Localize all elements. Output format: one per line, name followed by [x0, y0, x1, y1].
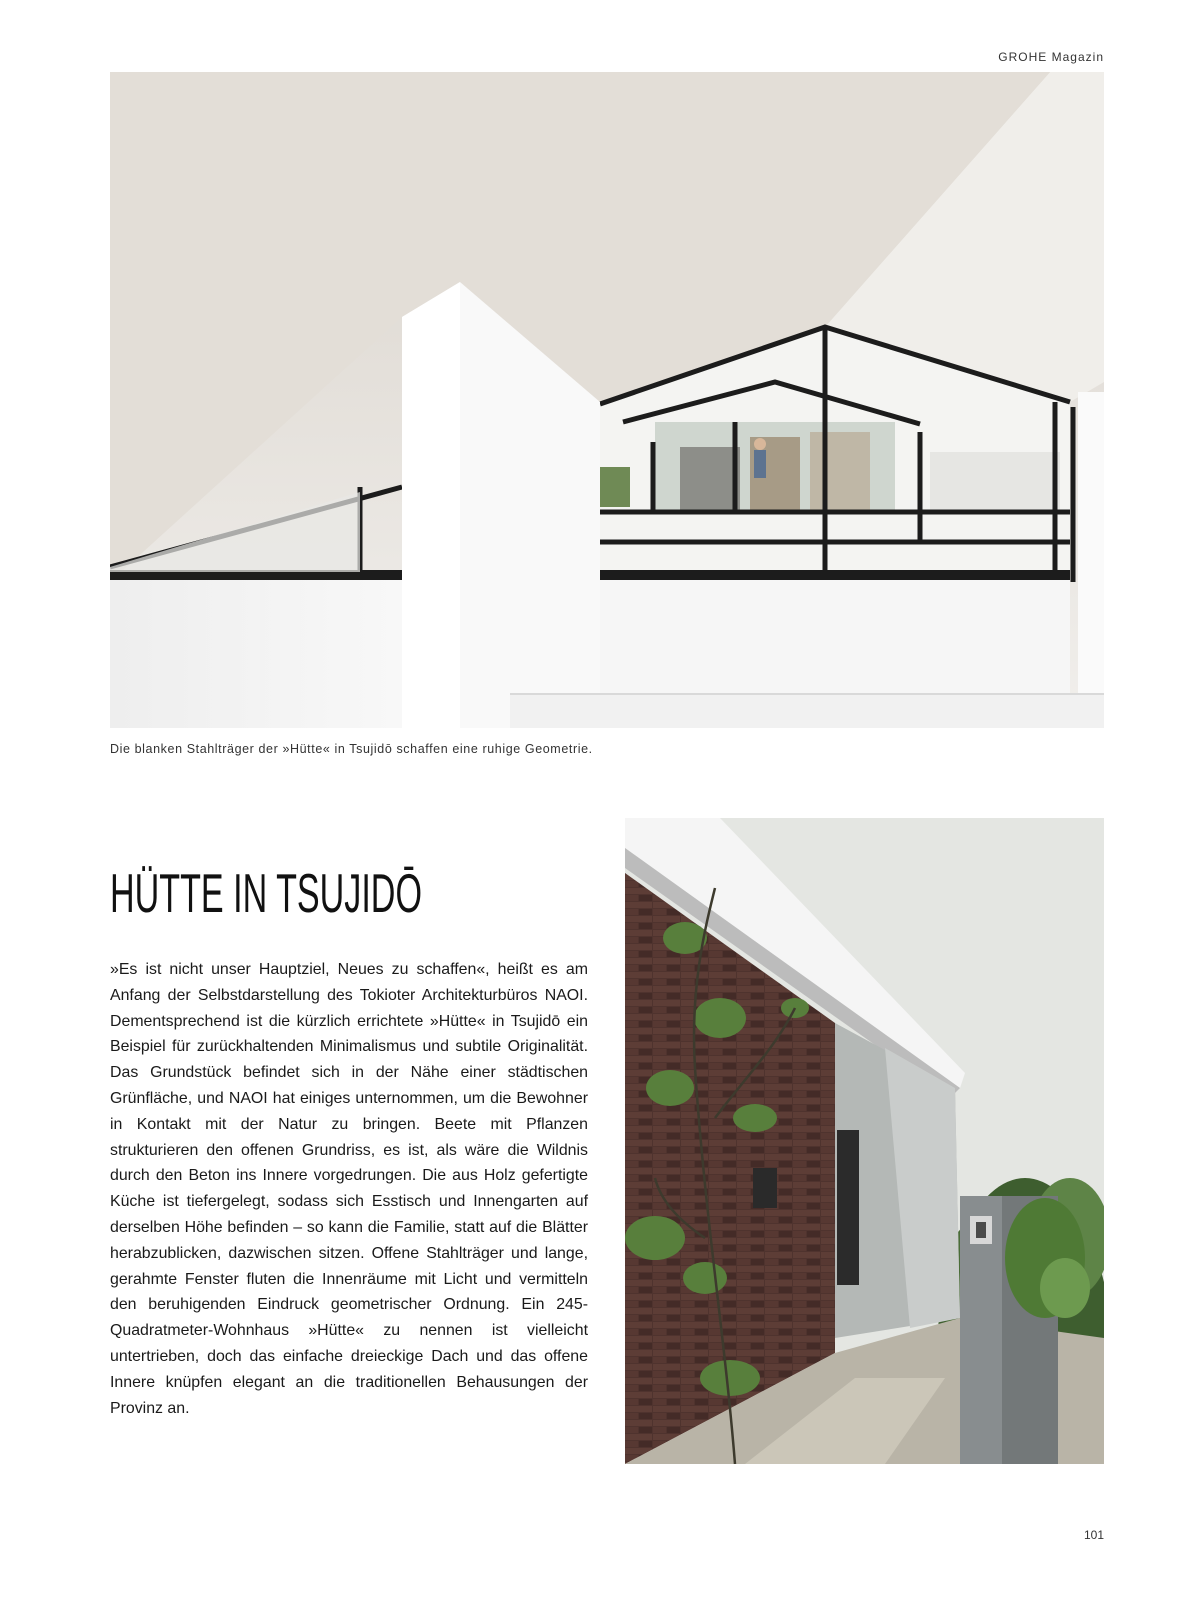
- magazine-header: GROHE Magazin: [998, 50, 1104, 64]
- interior-photo: [110, 72, 1104, 728]
- page-number: 101: [1083, 1528, 1104, 1542]
- article-title: HÜTTE IN TSUJIDŌ: [110, 862, 422, 924]
- exterior-photo: [625, 818, 1104, 1464]
- photo-caption: Die blanken Stahlträger der »Hütte« in Tsujidō schaffen eine ruhige Geometrie.: [110, 742, 593, 756]
- article-body: »Es ist nicht unser Hauptziel, Neues zu schaffen«, heißt es am Anfang der Selbstdarstellung des Tokioter Architekturbüros NAOI. Dementsprechend ist die kürzlich errichtete »Hütte« in Tsujidō ein Beispiel für zurückhaltenden Minimalismus und subtile Originalität. Das Grundstück befindet sich in der Nähe einer städtischen Grünfläche, und NAOI hat einiges unternommen, um die Bewohner in Kontakt mit der Natur zu bringen. Beete mit Pflanzen strukturieren den offenen Grundriss, es ist, als wäre die Wildnis durch den Beton ins Innere vorgedrungen. Die aus Holz gefertigte Küche ist tiefergelegt, sodass sich Esstisch und Innengarten auf derselben Höhe befinden – so kann die Familie, statt auf die Blätter herabzublicken, dazwischen sitzen. Offene Stahlträger und lange, gerahmte Fenster fluten die Innenräume mit Licht und vermitteln den beruhigenden Eindruck geometrischer Ordnung. Ein 245-Quadratmeter-Wohnhaus »Hütte« zu nennen ist vielleicht untertrieben, doch das einfache dreieckige Dach und das offene Innere knüpfen elegant an die traditionellen Behausungen der Provinz an.: [110, 961, 588, 1417]
